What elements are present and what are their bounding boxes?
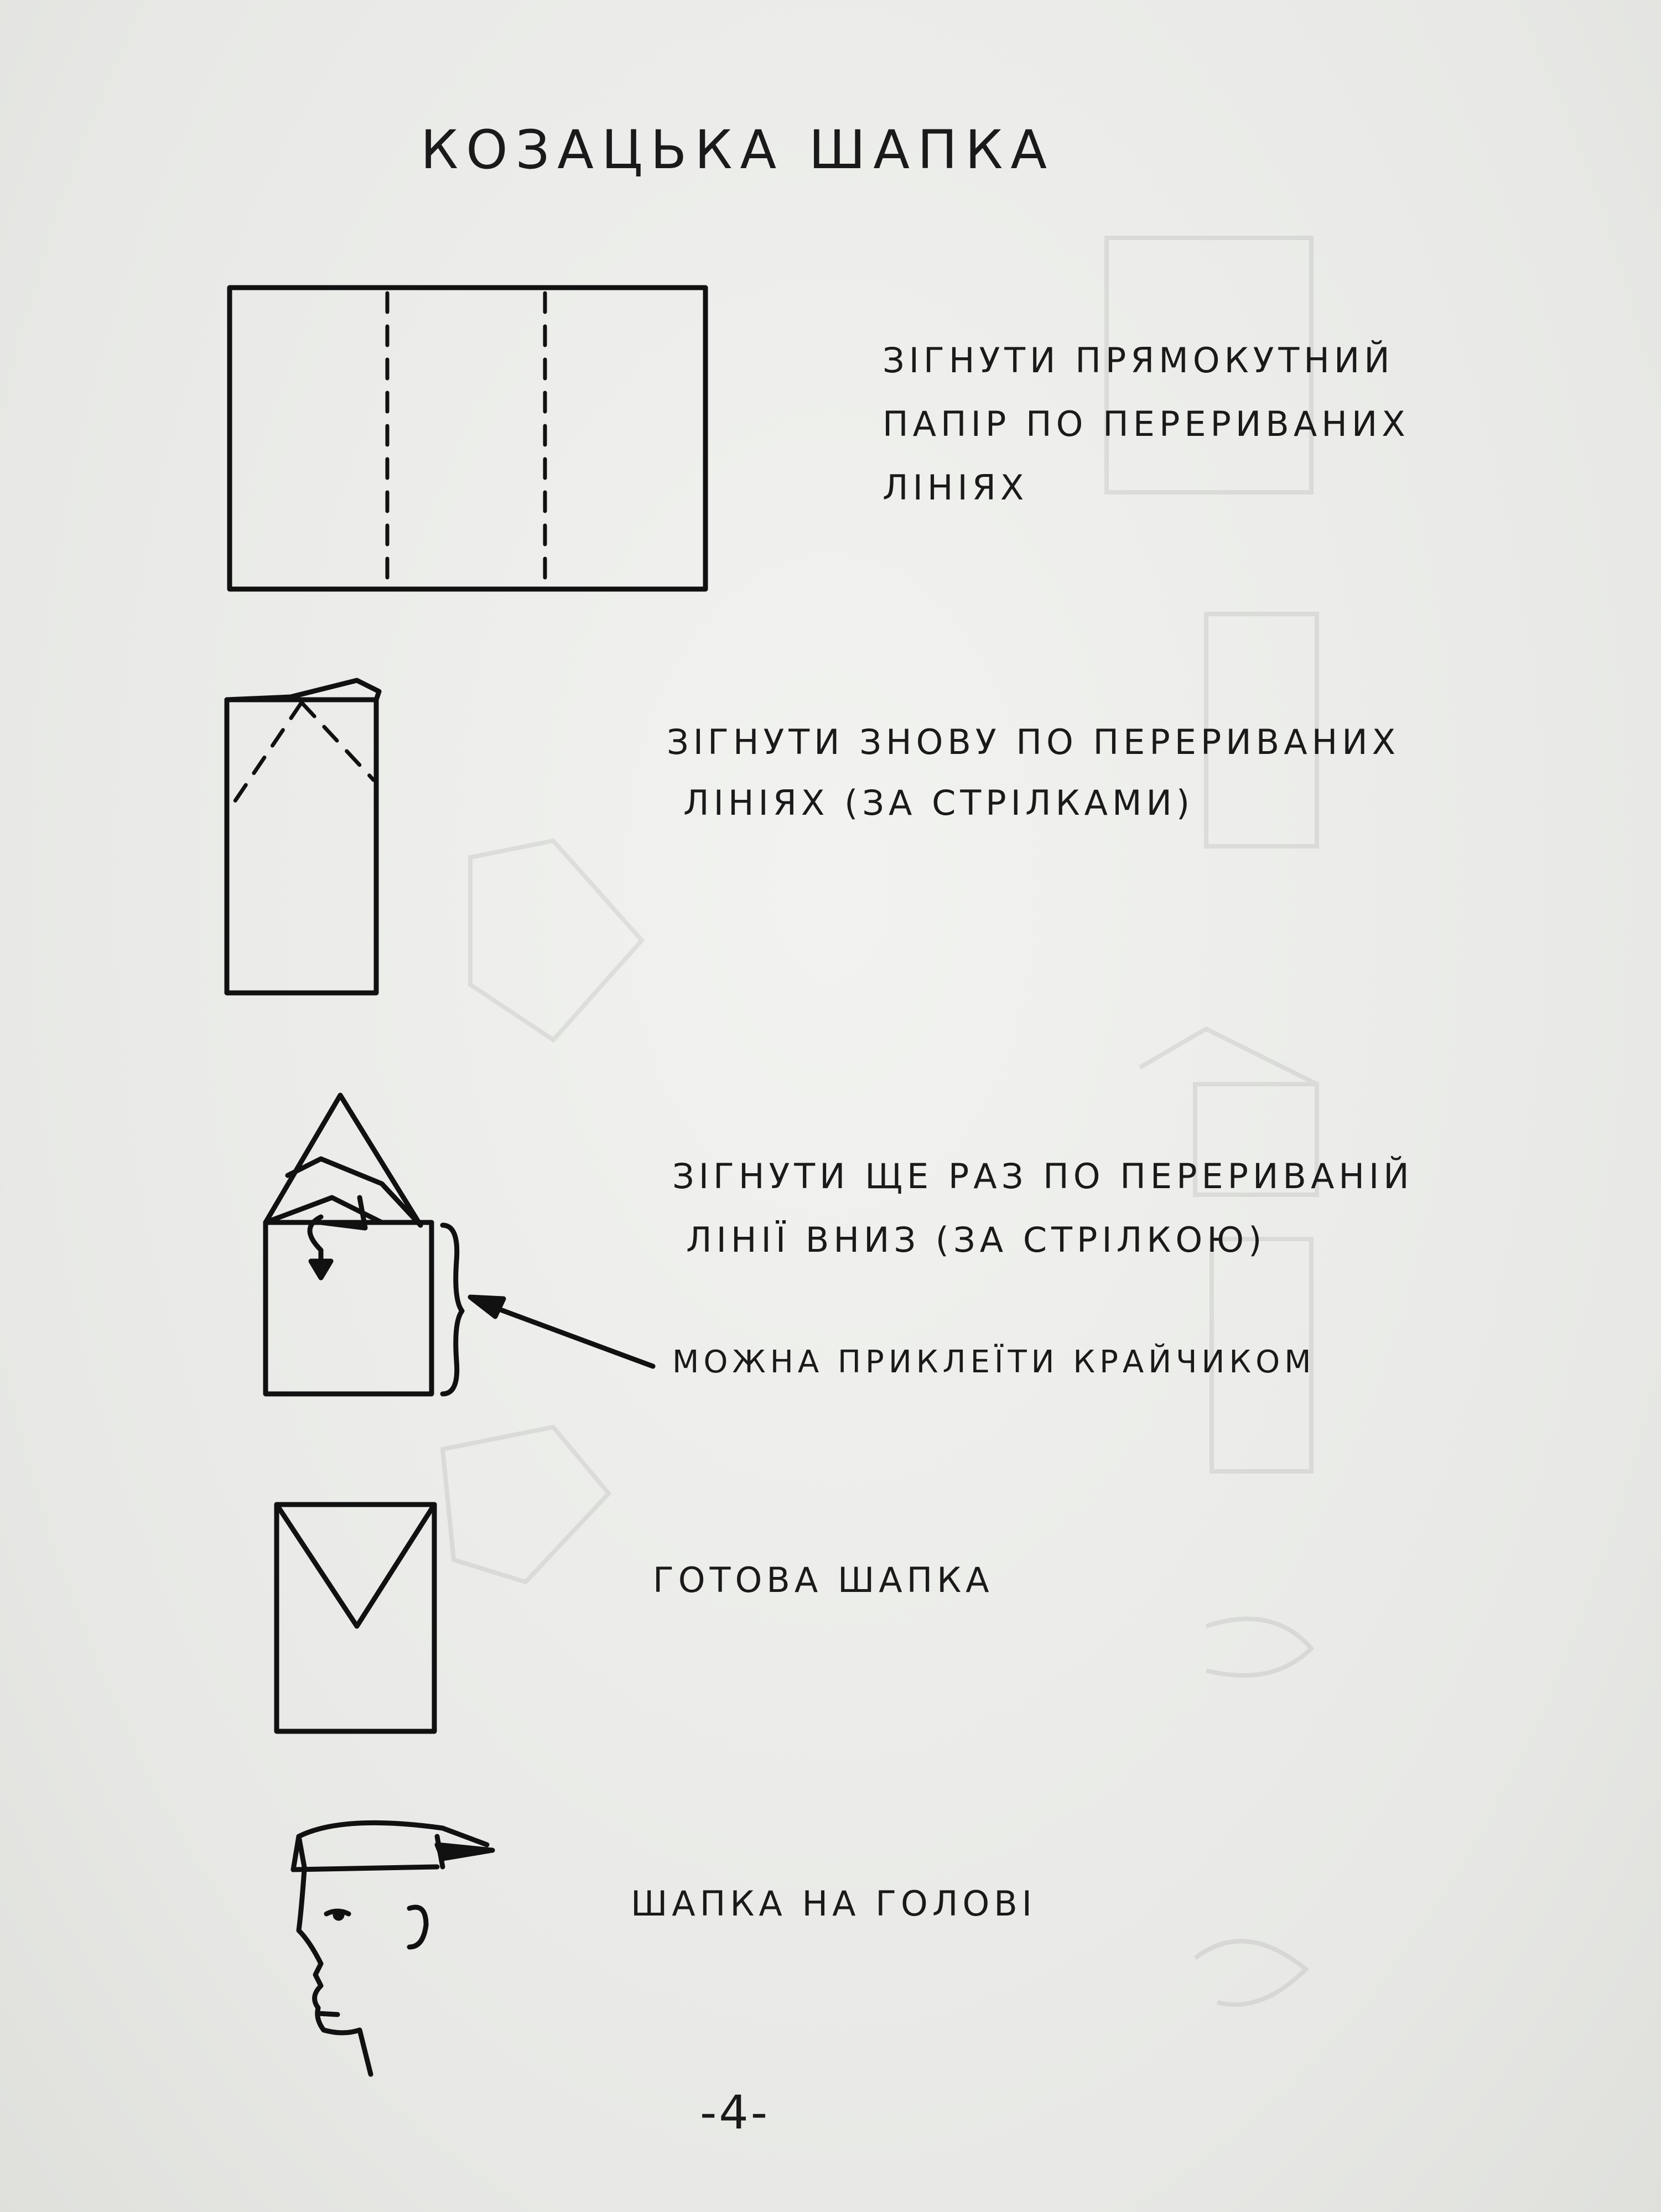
page-number: -4- <box>700 2085 770 2140</box>
step-2-line-1: ЗІГНУТИ ЗНОВУ ПО ПЕРЕРИВАНИХ <box>667 722 1400 762</box>
step-3-line-1: ЗІГНУТИ ЩЕ РАЗ ПО ПЕРЕРИВАНІЙ <box>672 1156 1414 1196</box>
step-4-line-1: ГОТОВА ШАПКА <box>653 1560 994 1600</box>
step-5-line-1: ШАПКА НА ГОЛОВІ <box>631 1883 1037 1924</box>
note-arrow <box>465 1283 664 1383</box>
step-1-line-3: ЛІНІЯХ <box>883 467 1029 508</box>
step-3-note: МОЖНА ПРИКЛЕЇТИ КРАЙЧИКОМ <box>672 1344 1316 1380</box>
step-1-line-1: ЗІГНУТИ ПРЯМОКУТНИЙ <box>883 340 1394 381</box>
page-title: КОЗАЦЬКА ШАПКА <box>421 119 1055 181</box>
step-5-diagram <box>277 1798 531 2085</box>
step-3-line-2: ЛІНІЇ ВНИЗ (ЗА СТРІЛКОЮ) <box>686 1220 1266 1260</box>
step-1-diagram <box>221 277 719 608</box>
step-4-diagram <box>266 1493 454 1748</box>
step-1-line-2: ПАПІР ПО ПЕРЕРИВАНИХ <box>883 404 1410 444</box>
step-2-line-2: ЛІНІЯХ (ЗА СТРІЛКАМИ) <box>683 783 1195 823</box>
step-2-diagram <box>219 669 451 1001</box>
